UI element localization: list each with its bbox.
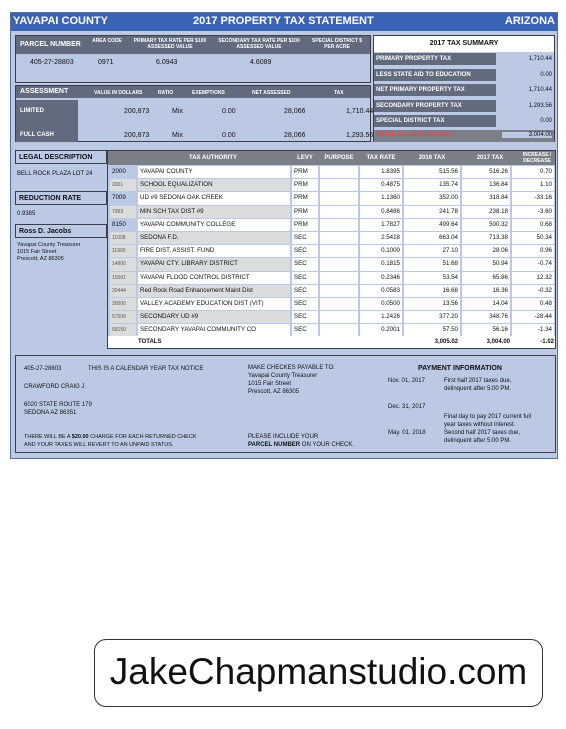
footer-parcel-number: 405-27-28803 xyxy=(24,366,62,372)
levy-type: PRM xyxy=(292,206,318,218)
primary-rate: 6.0943 xyxy=(156,59,178,66)
parcel-block xyxy=(15,35,371,83)
limited-net: 28,066 xyxy=(284,108,306,115)
assessment-header-row xyxy=(16,86,370,98)
payment-date: May. 01, 2018 xyxy=(388,430,426,436)
totals-row xyxy=(108,336,555,348)
tax-change: 0.70 xyxy=(512,166,554,178)
include-parcel-line-1: PLEASE INCLUDE YOUR xyxy=(248,434,319,440)
tax-2017: 50.94 xyxy=(462,258,510,270)
tax-2017: 16.36 xyxy=(462,285,510,297)
treasurer-line-2: 1015 Fair Street xyxy=(17,249,57,255)
authority-name: SCHOOL EQUALIZATION xyxy=(138,179,290,191)
authority-row xyxy=(108,192,555,204)
special-district-heading: SPECIAL DISTRICT $ PER ACRE xyxy=(311,38,363,50)
authority-name: UD #9 SEDONA OAK CREEK xyxy=(138,192,290,204)
authority-code: 7993 xyxy=(110,206,136,218)
authority-heading: TAX AUTHORITY xyxy=(189,155,237,161)
purpose-cell xyxy=(320,232,358,244)
summary-row-value: 1,293.56 xyxy=(528,102,552,109)
legal-description-heading: LEGAL DESCRIPTION xyxy=(15,150,107,164)
authority-name: YAVAPAI FLOOD CONTROL DISTRICT xyxy=(138,272,290,284)
tax-change: 0.48 xyxy=(512,298,554,310)
purpose-cell xyxy=(320,219,358,231)
authority-row xyxy=(108,179,555,191)
authority-row xyxy=(108,166,555,178)
tax-2017: 238.18 xyxy=(462,206,510,218)
summary-row-label: SPECIAL DISTRICT TAX xyxy=(374,115,496,127)
limited-label: LIMITED xyxy=(20,108,44,114)
full-cash-tax: 1,293.56 xyxy=(346,132,374,139)
parcel-header-row xyxy=(16,36,370,54)
authority-code: 57009 xyxy=(110,311,136,323)
purpose-cell xyxy=(320,192,358,204)
payment-footer xyxy=(15,355,556,453)
levy-heading: LEVY xyxy=(297,155,313,161)
payment-info-heading: PAYMENT INFORMATION xyxy=(418,365,502,372)
tax-2017: 65.86 xyxy=(462,272,510,284)
tax-2016: 515.56 xyxy=(404,166,460,178)
full-cash-value: 200,873 xyxy=(124,132,150,139)
authority-code: 14900 xyxy=(110,258,136,270)
summary-row-value: 1,710.44 xyxy=(528,87,552,93)
authority-row xyxy=(108,206,555,218)
tax-2017: 136.84 xyxy=(462,179,510,191)
tax-2017: 56.16 xyxy=(462,324,510,336)
rate-heading: TAX RATE xyxy=(366,155,396,161)
payment-text-1: Second half 2017 taxes due, xyxy=(444,430,521,436)
tax-authority-table xyxy=(107,150,556,349)
summary-title: 2017 TAX SUMMARY xyxy=(374,36,554,52)
treasurer-line-3: Prescott, AZ 86305 xyxy=(17,256,64,262)
calendar-notice: THIS IS A CALENDAR YEAR TAX NOTICE xyxy=(88,366,204,372)
authority-name: VALLEY ACADEMY EDUCATION DIST (VIT) xyxy=(138,298,290,310)
tax-2016: 663.04 xyxy=(404,232,460,244)
tax-2017-heading: 2017 TAX xyxy=(476,155,504,161)
secondary-rate-heading: SECONDARY TAX RATE PER $100 ASSESSED VALUE xyxy=(218,38,300,50)
tax-change: -28.44 xyxy=(512,311,554,323)
reduction-rate-value: 0.9385 xyxy=(17,211,36,217)
area-code-heading: AREA CODE xyxy=(92,38,122,44)
change-heading: INCREASE / DECREASE xyxy=(522,152,552,164)
reduction-rate-heading: REDUCTION RATE xyxy=(15,191,107,205)
assessment-block xyxy=(15,85,374,142)
legal-description-value: BELL ROCK PLAZA LOT 24 xyxy=(17,171,93,177)
tax-rate: 0.1815 xyxy=(360,258,402,270)
statement-header xyxy=(11,13,557,31)
purpose-cell xyxy=(320,166,358,178)
tax-rate: 0.2346 xyxy=(360,272,402,284)
authority-name: FIRE DIST. ASSIST. FUND xyxy=(138,245,290,257)
purpose-cell xyxy=(320,324,358,336)
authority-code: 8150 xyxy=(112,220,126,228)
levy-type: PRM xyxy=(292,219,318,231)
totals-label: TOTALS xyxy=(138,339,162,345)
tax-2017: 318.84 xyxy=(462,192,510,204)
payment-text-2: delinquent after 5:00 PM. xyxy=(444,386,512,392)
authority-code: 11008 xyxy=(110,232,136,244)
authority-code: 2000 xyxy=(112,168,126,175)
authority-row xyxy=(108,219,555,231)
payment-text-1: Final day to pay 2017 current full xyxy=(444,414,532,420)
purpose-heading: PURPOSE xyxy=(324,155,354,161)
tax-rate: 0.4875 xyxy=(360,179,402,191)
left-info-column xyxy=(15,150,107,350)
tax-2016: 377.20 xyxy=(404,311,460,323)
tax-rate: 2.5418 xyxy=(360,232,402,244)
payment-text-2: delinquent after 5:00 PM. xyxy=(444,438,512,444)
tax-rate: 0.2001 xyxy=(360,324,402,336)
authority-name: SECONDARY UD #9 xyxy=(138,311,290,323)
levy-type: PRM xyxy=(292,166,318,178)
authority-row xyxy=(108,298,555,310)
parcel-number: 405-27-28803 xyxy=(30,59,74,66)
totals-2016: 3,005.02 xyxy=(434,339,458,345)
payment-date: Dec. 31, 2017 xyxy=(388,404,426,410)
tax-2016: 16.68 xyxy=(404,285,460,297)
authority-row xyxy=(108,245,555,257)
purpose-cell xyxy=(320,245,358,257)
authority-name: SECONDARY YAVAPAI COMMUNITY CO xyxy=(138,324,290,336)
tax-2017: 348.76 xyxy=(462,311,510,323)
authority-code: 58150 xyxy=(110,324,136,336)
purpose-cell xyxy=(320,258,358,270)
purpose-cell xyxy=(320,272,358,284)
tax-rate: 1.7827 xyxy=(360,219,402,231)
levy-type: SEC xyxy=(292,245,318,257)
authority-code: 2001 xyxy=(110,179,136,191)
summary-row-label: LESS STATE AID TO EDUCATION xyxy=(374,69,496,81)
tax-2017: 14.04 xyxy=(462,298,510,310)
owner-address-1: 6020 STATE ROUTE 179 xyxy=(24,402,92,408)
ratio-heading: RATIO xyxy=(158,90,174,96)
limited-ratio: Mix xyxy=(172,108,183,115)
summary-row-value: 1,710.44 xyxy=(528,56,552,62)
levy-type: SEC xyxy=(292,285,318,297)
value-heading: VALUE IN DOLLARS xyxy=(94,90,143,96)
payment-date: Nov. 01, 2017 xyxy=(388,378,425,384)
tax-change: 50.34 xyxy=(512,232,554,244)
levy-type: SEC xyxy=(292,311,318,323)
authority-name: YAVAPAI COMMUNITY COLLEGE xyxy=(138,219,290,231)
tax-rate: 0.8486 xyxy=(360,206,402,218)
full-cash-ratio: Mix xyxy=(172,132,183,139)
authority-name: Red Rock Road Enhancement Maint Dist xyxy=(138,285,290,297)
include-parcel-line-2: PARCEL NUMBER ON YOUR CHECK. xyxy=(248,442,355,448)
levy-type: SEC xyxy=(292,298,318,310)
tax-rate: 0.0583 xyxy=(360,285,402,297)
statement-title: 2017 PROPERTY TAX STATEMENT xyxy=(193,15,374,27)
checks-line-1: Yavapai County Treasurer xyxy=(248,373,318,379)
purpose-cell xyxy=(320,285,358,297)
tax-heading: TAX xyxy=(334,90,344,96)
tax-2016: 13.56 xyxy=(404,298,460,310)
exemptions-heading: EXEMPTIONS xyxy=(192,90,225,96)
tax-change: 0.68 xyxy=(512,219,554,231)
checks-line-2: 1015 Fair Street xyxy=(248,381,292,387)
summary-row-label: PRIMARY PROPERTY TAX xyxy=(374,53,496,65)
tax-2016: 53.54 xyxy=(404,272,460,284)
authority-row xyxy=(108,232,555,244)
tax-2017: 516.26 xyxy=(462,166,510,178)
tax-rate: 1.8395 xyxy=(360,166,402,178)
summary-row-label: NET PRIMARY PROPERTY TAX xyxy=(374,84,496,96)
net-assessed-heading: NET ASSESSED xyxy=(252,90,291,96)
levy-type: PRM xyxy=(292,192,318,204)
tax-2016: 352.00 xyxy=(404,192,460,204)
authority-name: YAVAPAI COUNTY xyxy=(138,166,290,178)
payment-text-2: year taxes without interest. xyxy=(444,422,516,428)
purpose-cell xyxy=(320,179,358,191)
purpose-cell xyxy=(320,311,358,323)
purpose-cell xyxy=(320,206,358,218)
authority-name: SEDONA F.D. xyxy=(138,232,290,244)
treasurer-line-1: Yavapai County Treasurer xyxy=(17,242,81,248)
summary-row-value: 0.00 xyxy=(540,71,552,78)
tax-2016: 51.68 xyxy=(404,258,460,270)
tax-2016: 27.10 xyxy=(404,245,460,257)
totals-change: -1.02 xyxy=(540,339,554,345)
tax-rate: 1.2426 xyxy=(360,311,402,323)
purpose-cell xyxy=(320,298,358,310)
levy-type: SEC xyxy=(292,232,318,244)
authority-table-header xyxy=(108,151,555,165)
tax-summary xyxy=(373,35,555,142)
authority-code: 20444 xyxy=(110,285,136,297)
checks-line-3: Prescott, AZ 86305 xyxy=(248,389,300,395)
tax-2016: 57.50 xyxy=(404,324,460,336)
tax-change: 12.32 xyxy=(512,272,554,284)
tax-change: -3.60 xyxy=(512,206,554,218)
payment-text-1: First half 2017 taxes due, xyxy=(444,378,512,384)
levy-type: SEC xyxy=(292,272,318,284)
limited-value: 200,873 xyxy=(124,108,150,115)
tax-rate: 1.1360 xyxy=(360,192,402,204)
tax-2016: 499.64 xyxy=(404,219,460,231)
levy-type: SEC xyxy=(292,324,318,336)
authority-row xyxy=(108,311,555,323)
secondary-rate: 4.6089 xyxy=(250,59,272,66)
area-code: 0971 xyxy=(98,59,114,66)
assessment-heading: ASSESSMENT xyxy=(20,88,69,95)
totals-2017: 3,004.00 xyxy=(486,339,510,345)
authority-code: 30000 xyxy=(110,298,136,310)
tax-statement xyxy=(10,12,558,459)
watermark-banner: JakeChapmanstudio.com xyxy=(94,639,543,707)
primary-rate-heading: PRIMARY TAX RATE PER $100 ASSESSED VALUE xyxy=(133,38,207,50)
tax-rate: 0.1000 xyxy=(360,245,402,257)
total-due-label: TOTAL TAX DUE FOR 2017 xyxy=(376,132,453,138)
unpaid-status-notice: AND YOUR TAXES WILL REVERT TO AN UNPAID STATUS. xyxy=(24,442,174,448)
tax-2016-heading: 2016 TAX xyxy=(418,155,446,161)
authority-name: YAVAPAI CTY. LIBRARY DISTRICT xyxy=(138,258,290,270)
owner-address-2: SEDONA AZ 86351 xyxy=(24,410,77,416)
levy-type: SEC xyxy=(292,258,318,270)
tax-change: 0.96 xyxy=(512,245,554,257)
authority-code: 11900 xyxy=(110,245,136,257)
state-name: ARIZONA xyxy=(504,15,555,27)
authority-code: 7009 xyxy=(112,194,126,202)
limited-exemptions: 0.00 xyxy=(222,108,236,115)
tax-change: 1.10 xyxy=(512,179,554,191)
total-due-value: 3,004.00 xyxy=(502,132,552,138)
authority-row xyxy=(108,258,555,270)
tax-2017: 713.38 xyxy=(462,232,510,244)
tax-2016: 241.78 xyxy=(404,206,460,218)
checks-payable-heading: MAKE CHECKES PAYABLE TO: xyxy=(248,365,335,371)
authority-code: 15001 xyxy=(110,272,136,284)
full-cash-net: 28,066 xyxy=(284,132,306,139)
authority-row xyxy=(108,324,555,336)
limited-tax: 1,710.44 xyxy=(346,108,374,115)
tax-2016: 135.74 xyxy=(404,179,460,191)
authority-row xyxy=(108,272,555,284)
treasurer-name: Ross D. Jacobs xyxy=(15,224,107,238)
tax-rate: 0.0500 xyxy=(360,298,402,310)
tax-2017: 28.06 xyxy=(462,245,510,257)
tax-2017: 500.32 xyxy=(462,219,510,231)
parcel-heading: PARCEL NUMBER xyxy=(20,41,81,48)
tax-change: -1.34 xyxy=(512,324,554,336)
county-name: YAVAPAI COUNTY xyxy=(13,15,108,27)
returned-check-notice: THERE WILL BE A $20.00 CHARGE FOR EACH RETURNED CHECK xyxy=(24,434,197,440)
levy-type: PRM xyxy=(292,179,318,191)
tax-change: -33.16 xyxy=(512,192,554,204)
summary-total-row xyxy=(374,130,554,142)
tax-change: -0.32 xyxy=(512,285,554,297)
summary-row-label: SECONDARY PROPERTY TAX xyxy=(374,100,496,112)
summary-row-value: 0.00 xyxy=(540,118,552,124)
full-cash-exemptions: 0.00 xyxy=(222,132,236,139)
owner-name: CRAWFORD CRAIG J xyxy=(24,384,85,390)
authority-name: MIN SCH TAX DIST #9 xyxy=(138,206,290,218)
full-cash-label: FULL CASH xyxy=(20,132,54,138)
tax-change: -0.74 xyxy=(512,258,554,270)
authority-row xyxy=(108,285,555,297)
